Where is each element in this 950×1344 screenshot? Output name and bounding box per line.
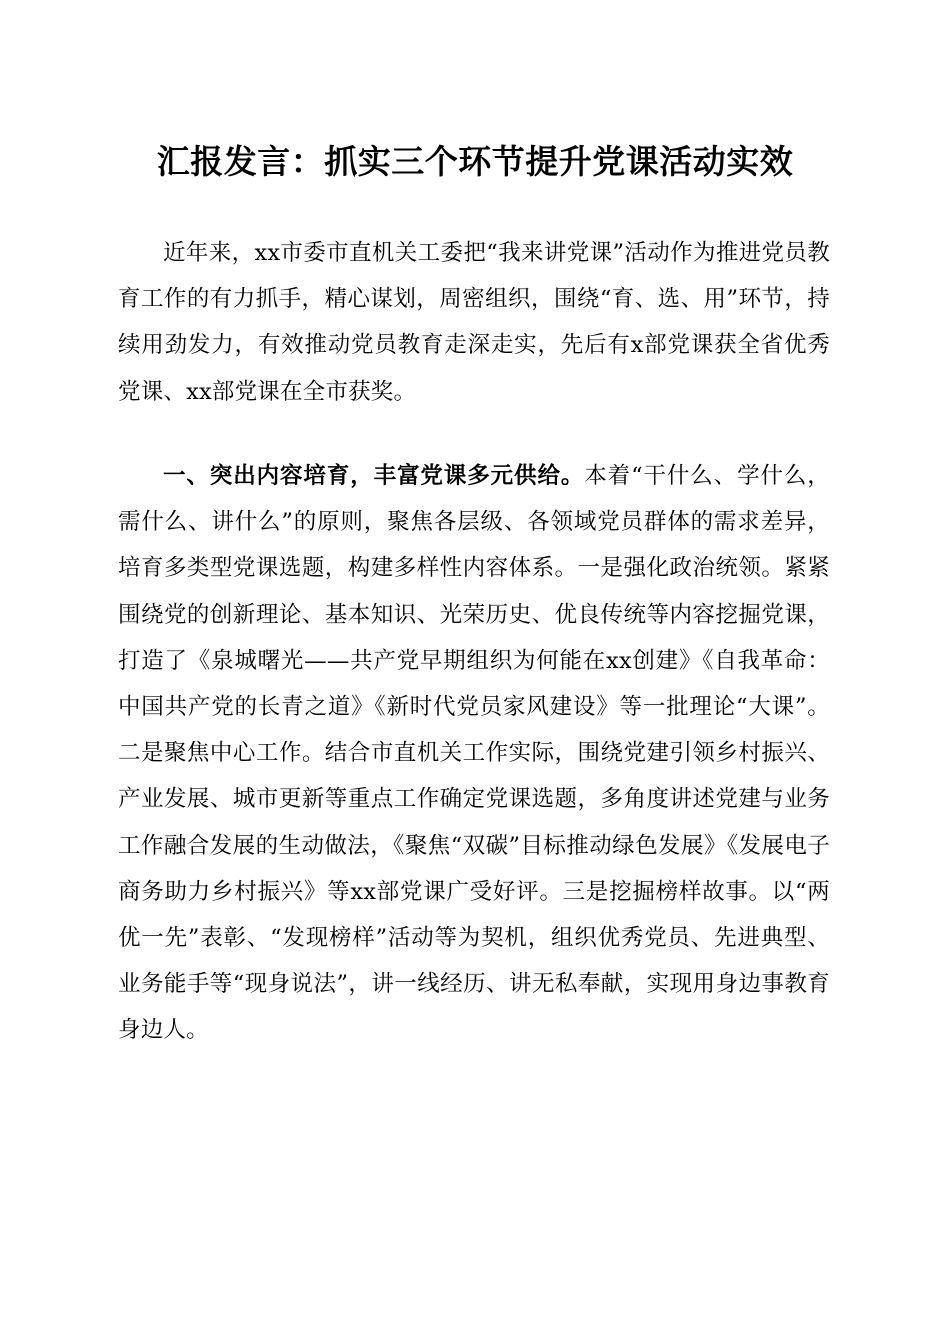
section-1-paragraph [118, 453, 830, 1054]
section-1-heading: 一、突出内容培育，丰富党课多元供给。 [163, 463, 585, 489]
intro-paragraph: 近年来，xx市委市直机关工委把“我来讲党课”活动作为推进党员教育工作的有力抓手，精心谋划，周密组织，围绕“育、选、用”环节，持续用劲发力，有效推动党员教育走深走实，先后有x部党课获全省优秀党课、xx部党课在全市获奖。 [118, 240, 830, 405]
document-title: 汇报发言：抓实三个环节提升党课活动实效 [156, 142, 794, 181]
section-1-body: 本着“干什么、学什么，需什么、讲什么”的原则，聚焦各层级、各领域党员群体的需求差异，培育多类型党课选题，构建多样性内容体系。一是强化政治统领。紧紧围绕党的创新理论、基本知识、光荣历史、优良传统等内容挖掘党课，打造了《泉城曙光——共产党早期组织为何能在xx创建》《自我革命：中国共产党的长青之道》《新时代党员家风建设》等一批理论“大课”。二是聚焦中心工作。结合市直机关工作实际，围绕党建引领乡村振兴、产业发展、城市更新等重点工作确定党课选题，多角度讲述党建与业务工作融合发展的生动做法，《聚焦“双碳”目标推动绿色发展》《发展电子商务助力乡村振兴》等xx部党课广受好评。三是挖掘榜样故事。以“两优一先”表彰、“发现榜样”活动等为契机，组织优秀党员、先进典型、业务能手等“现身说法”，讲一线经历、讲无私奉献，实现用身边事教育身边人。 [118, 463, 830, 1044]
